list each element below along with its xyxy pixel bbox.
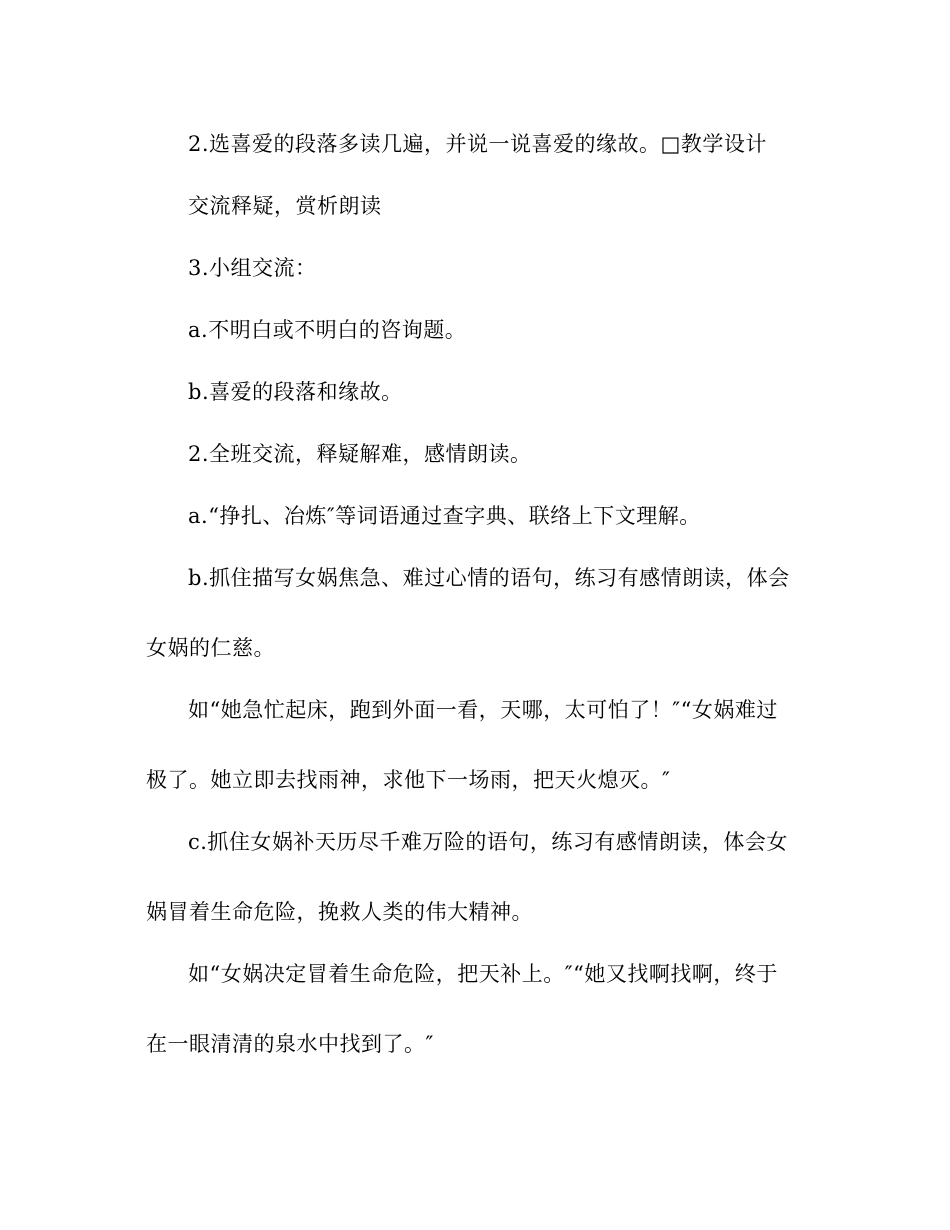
paragraph-line-6: 2.全班交流，释疑解难，感情朗读。 bbox=[188, 442, 532, 466]
paragraph-line-9: 女娲的仁慈。 bbox=[146, 636, 275, 660]
paragraph-line-4: a.不明白或不明白的咨询题。 bbox=[188, 318, 467, 342]
paragraph-line-13: 娲冒着生命危险，挽救人类的伟大精神。 bbox=[146, 900, 533, 924]
paragraph-line-14: 如“女娲决定冒着生命危险，把天补上。″“她又找啊找啊，终于 bbox=[188, 962, 778, 986]
paragraph-line-15: 在一眼清清的泉水中找到了。″ bbox=[146, 1032, 434, 1056]
paragraph-line-3: 3.小组交流： bbox=[188, 256, 317, 280]
paragraph-line-7: a.“挣扎、冶炼″等词语通过查字典、联络上下文理解。 bbox=[188, 504, 701, 528]
paragraph-line-2: 交流释疑，赏析朗读 bbox=[188, 194, 382, 218]
paragraph-line-1: 2.选喜爱的段落多读几遍，并说一说喜爱的缘故。□教学设计 bbox=[188, 132, 767, 156]
paragraph-line-8: b.抓住描写女娲焦急、难过心情的语句，练习有感情朗读，体会 bbox=[188, 566, 790, 590]
paragraph-line-11: 极了。她立即去找雨神，求他下一场雨，把天火熄灭。″ bbox=[146, 768, 671, 792]
paragraph-line-10: 如“她急忙起床，跑到外面一看，天哪，太可怕了！″“女娲难过 bbox=[188, 698, 778, 722]
paragraph-line-12: c.抓住女娲补天历尽千难万险的语句，练习有感情朗读，体会女 bbox=[188, 830, 788, 854]
paragraph-line-5: b.喜爱的段落和缘故。 bbox=[188, 380, 403, 404]
